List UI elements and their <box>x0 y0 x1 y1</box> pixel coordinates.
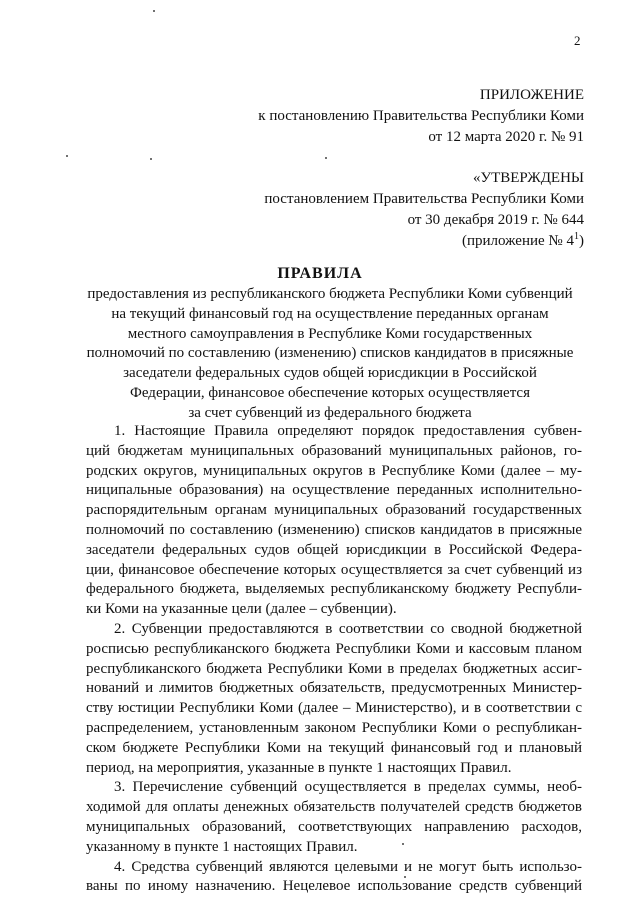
approved-line-2: от 30 декабря 2019 г. № 644 <box>407 212 584 228</box>
approved-line-3-text: (приложение № 4 <box>461 233 574 249</box>
appendix-title: ПРИЛОЖЕНИЕ <box>479 87 584 103</box>
approved-line-1: постановлением Правительства Республики Коми <box>264 191 584 207</box>
document-title: ПРАВИЛА <box>277 265 363 282</box>
body-line: период, на мероприятия, указанные в пункте 1 настоящих Правил. <box>86 759 512 776</box>
page-number: 2 <box>574 33 581 48</box>
document-subtitle <box>60 285 600 424</box>
appendix-line-2: от 12 марта 2020 г. № 91 <box>428 129 584 145</box>
scan-speck <box>153 10 155 12</box>
appendix-line-1: к постановлению Правительства Республики Коми <box>258 108 584 124</box>
body-line: 3. Перечисление субвенций осуществляется в пределах суммы, необ- <box>114 779 582 796</box>
scan-speck <box>325 157 327 159</box>
approved-line-3 <box>264 231 584 252</box>
body-line: ваны по иному назначению. Нецелевое использование средств субвенций <box>86 878 582 895</box>
body-line: указанному в пункте 1 настоящих Правил. <box>86 838 358 855</box>
body-line: 4. Средства субвенций являются целевыми и не могут быть использо- <box>114 858 582 875</box>
approved-title: «УТВЕРЖДЕНЫ <box>472 170 584 186</box>
body-line: ций бюджетам муниципальных образований муниципальных районов, го- <box>86 442 582 459</box>
subtitle-line: полномочий по составлению (изменению) списков кандидатов в присяжные <box>86 345 574 362</box>
body-line: 2. Субвенции предоставляются в соответствии со сводной бюджетной <box>114 620 582 637</box>
scan-speck <box>404 876 406 878</box>
body-line: федерального бюджета, выделяемых республиканскому бюджету Республи- <box>86 581 582 598</box>
body-line: ходимой для оплаты денежных обязательств получателей средств бюджетов <box>86 799 582 816</box>
body-line: полномочий по составлению (изменению) списков кандидатов в присяжные <box>86 521 582 538</box>
appendix-block <box>258 85 584 148</box>
subtitle-line: на текущий финансовый год на осуществление переданных органам <box>111 305 549 322</box>
approved-block <box>264 168 584 252</box>
body-line: родских округов, муниципальных округов в Республике Коми (далее – му- <box>86 462 582 479</box>
scan-speck <box>150 158 152 160</box>
approved-line-3-superscript: 1 <box>574 231 579 242</box>
body-line: заседатели федеральных судов общей юрисдикции в Российской Федера- <box>86 541 582 558</box>
approved-line-3-close: ) <box>579 233 584 249</box>
body-line: муниципальных образований, соответствующих направлению расходов, <box>86 818 582 835</box>
subtitle-line: Федерации, финансовое обеспечение которых осуществляется <box>130 384 530 401</box>
body-line: республиканского бюджета Республики Коми в пределах бюджетных ассиг- <box>86 660 582 677</box>
body-line: росписью республиканского бюджета Республики Коми и кассовым планом <box>86 640 582 657</box>
scan-speck <box>402 843 404 845</box>
body-line: нований и лимитов бюджетных обязательств, предусмотренных Министер- <box>86 680 582 697</box>
body-line: распределением, установленным законом Республики Коми о республикан- <box>86 719 582 736</box>
body-line: ции, финансовое обеспечение которых осуществляется за счет субвенций из <box>86 561 582 578</box>
body-line: ству юстиции Республики Коми (далее – Министерство), и в соответствии с <box>86 700 582 717</box>
subtitle-line: местного самоуправления в Республике Коми государственных <box>127 325 533 342</box>
subtitle-line: предоставления из республиканского бюджета Республики Коми субвенций <box>87 286 573 302</box>
body-line: 1. Настоящие Правила определяют порядок предоставления субвен- <box>114 423 582 439</box>
body-line: ниципальные образования) на осуществление переданных исполнительно- <box>86 482 582 499</box>
scan-speck <box>66 155 68 157</box>
document-body <box>86 422 582 897</box>
body-line: ки Коми на указанные цели (далее – субвенции). <box>86 601 397 618</box>
body-line: ском бюджете Республики Коми на текущий финансовый год и плановый <box>86 739 582 756</box>
subtitle-line: за счет субвенций из федерального бюджета <box>188 404 472 421</box>
subtitle-line: заседатели федеральных судов общей юрисдикции в Российской <box>123 365 537 382</box>
body-line: распорядительным органам муниципальных образований государственных <box>86 502 582 519</box>
